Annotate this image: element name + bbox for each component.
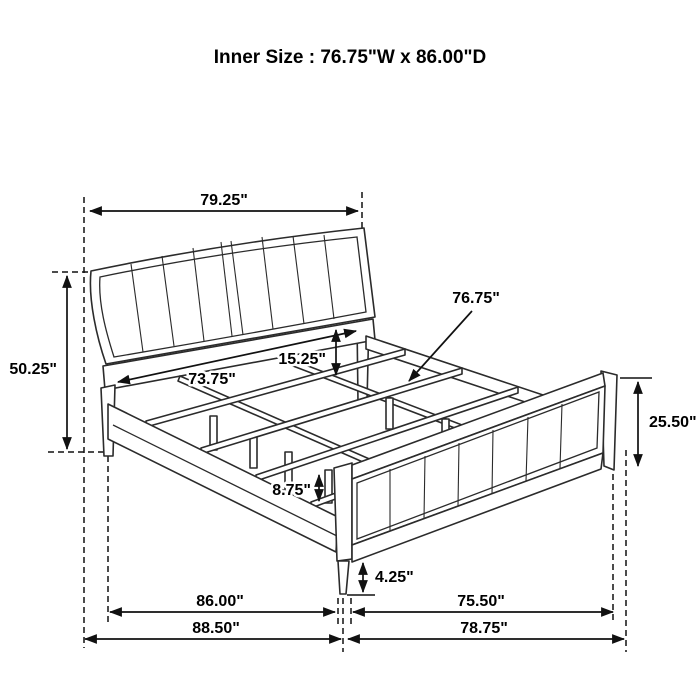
dim-label-overall-depth: 88.50" [192,620,240,637]
dim-label-footboard-inner-width: 75.50" [457,593,505,610]
footboard-front-foot [338,561,349,594]
dimension-footboard-inner-width [353,593,613,612]
diagram-title: Inner Size : 76.75"W x 86.00"D [213,47,487,68]
front-side-rail [108,404,338,552]
dimension-headboard-width [90,192,358,211]
dim-label-footboard-height: 25.50" [649,414,697,431]
dimension-footboard-overall-width [348,620,624,639]
dim-label-slat-inner-width: 76.75" [452,290,500,307]
dim-label-footboard-leg-height: 4.25" [375,569,414,586]
dim-label-inner-depth: 86.00" [196,593,244,610]
dim-label-center-leg-height: 8.75" [272,482,311,499]
dim-label-footboard-overall-width: 78.75" [460,620,508,637]
dimension-footboard-height [620,378,697,466]
dim-label-rail-height: 15.25" [278,351,326,368]
dim-label-headboard-width: 79.25" [200,192,248,209]
dimension-footboard-leg-height [347,563,414,595]
footboard-front-post [334,463,352,561]
dim-label-headboard-inner-width: 73.75" [188,371,236,388]
dimension-overall-depth [85,620,341,639]
dimension-headboard-height [9,276,67,449]
dimension-center-leg-height [272,475,319,501]
dimension-inner-depth [110,593,335,612]
dim-label-headboard-height: 50.25" [9,361,57,378]
bed-drawing [90,228,617,594]
